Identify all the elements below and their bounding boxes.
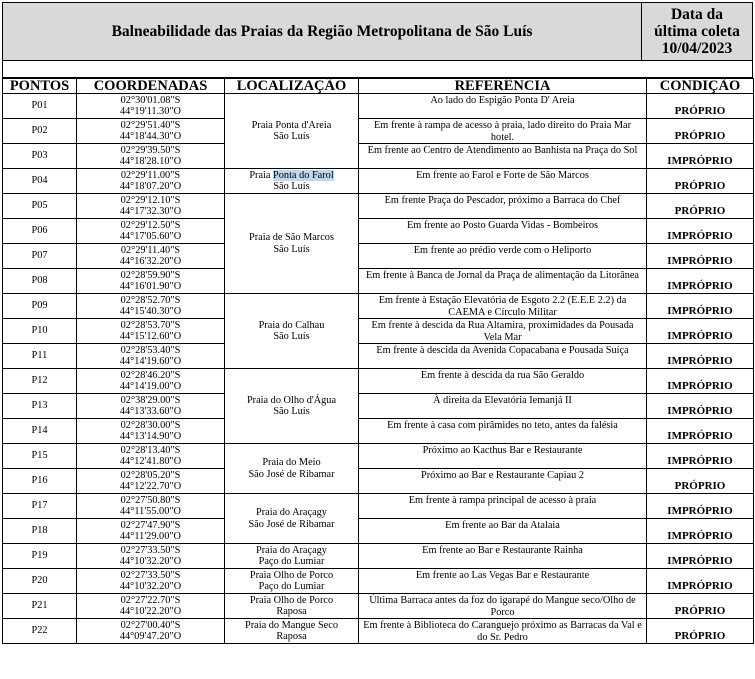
reference: Em frente ao Bar da Atalaia [359, 519, 647, 544]
table-body [3, 94, 754, 644]
longitude: 44°18'28.10"O [119, 156, 182, 167]
point-id: P20 [3, 569, 77, 594]
table-row [3, 169, 754, 194]
date-value: 10/04/2023 [661, 40, 733, 57]
beach-table [2, 78, 754, 644]
reference: Em frente à descida da Rua Altamira, proximidades da Pousada Vela Mar [359, 319, 647, 344]
point-id: P15 [3, 444, 77, 469]
table-row [3, 494, 754, 519]
beach-name-highlighted: Ponta do Farol [273, 169, 334, 181]
municipality: São José de Ribamar [248, 468, 335, 480]
longitude: 44°14'19.60"O [119, 356, 182, 367]
reference: Em frente à descida da Avenida Copacabana e Pousada Suíça [359, 344, 647, 369]
condition-status: IMPRÓPRIO [647, 444, 754, 469]
condition-status: IMPRÓPRIO [647, 394, 754, 419]
point-id: P14 [3, 419, 77, 444]
point-id: P02 [3, 119, 77, 144]
location [225, 544, 359, 569]
condition-status: PRÓPRIO [647, 469, 754, 494]
longitude: 44°13'33.60"O [119, 406, 182, 417]
municipality: Paço do Lumiar [258, 581, 325, 592]
longitude: 44°13'14.90"O [119, 431, 182, 442]
beach-name: Praia de São Marcos [249, 232, 334, 243]
condition-status: PRÓPRIO [647, 194, 754, 219]
latitude: 02°28'46.20"S [120, 369, 181, 381]
condition-status: IMPRÓPRIO [647, 519, 754, 544]
longitude: 44°15'40.30"O [119, 306, 182, 317]
longitude: 44°18'44.30"O [119, 131, 182, 142]
table-row [3, 544, 754, 569]
column-header-row [3, 79, 754, 94]
coordinates [77, 469, 225, 494]
longitude: 44°10'32.20"O [119, 581, 182, 592]
point-id: P05 [3, 194, 77, 219]
beach-name: Praia do Araçagy [256, 507, 327, 518]
condition-status: IMPRÓPRIO [647, 244, 754, 269]
point-id: P22 [3, 619, 77, 644]
table-row [3, 144, 754, 169]
location [225, 169, 359, 194]
longitude: 44°19'11.30"O [120, 106, 181, 117]
latitude: 02°29'39.50"S [120, 144, 181, 156]
last-collection-date [642, 3, 753, 61]
coordinates [77, 369, 225, 394]
table-row [3, 469, 754, 494]
latitude: 02°29'11.40"S [120, 244, 181, 256]
point-id: P09 [3, 294, 77, 319]
municipality: São Luís [273, 131, 310, 142]
point-id: P07 [3, 244, 77, 269]
coordinates [77, 594, 225, 619]
reference: Próximo ao Kacthus Bar e Restaurante [359, 444, 647, 469]
latitude: 02°27'00.40"S [120, 619, 181, 631]
point-id: P13 [3, 394, 77, 419]
location [225, 594, 359, 619]
location [225, 294, 359, 369]
beach-name: Praia do Olho d'Água [246, 394, 337, 406]
latitude: 02°28'59.90"S [120, 269, 181, 281]
reference: Em frente à casa com pirâmides no teto, antes da falésia [359, 419, 647, 444]
spacer-row [2, 61, 753, 78]
table-row [3, 344, 754, 369]
condition-status: IMPRÓPRIO [647, 144, 754, 169]
latitude: 02°27'22.70"S [120, 594, 181, 606]
table-row [3, 394, 754, 419]
table-row [3, 369, 754, 394]
beach-name: Praia do Araçagy [256, 544, 327, 556]
latitude: 02°30'01.08"S [120, 94, 181, 106]
point-id: P11 [3, 344, 77, 369]
table-row [3, 319, 754, 344]
location [225, 94, 359, 169]
location [225, 194, 359, 294]
point-id: P04 [3, 169, 77, 194]
table-row [3, 419, 754, 444]
condition-status: IMPRÓPRIO [647, 344, 754, 369]
reference: Próximo ao Bar e Restaurante Capiau 2 [359, 469, 647, 494]
municipality: Paço do Lumiar [258, 556, 325, 567]
longitude: 44°10'32.20"O [119, 556, 182, 567]
latitude: 02°28'05.20"S [120, 469, 181, 481]
table-row [3, 569, 754, 594]
coordinates [77, 169, 225, 194]
beach-name [225, 170, 358, 182]
municipality: Raposa [276, 606, 307, 617]
beach-name: Praia do Calhau [258, 319, 325, 331]
table-row [3, 519, 754, 544]
point-id: P16 [3, 469, 77, 494]
point-id: P10 [3, 319, 77, 344]
point-id: P17 [3, 494, 77, 519]
latitude: 02°27'33.50"S [120, 544, 181, 556]
municipality: São Luís [273, 406, 310, 417]
point-id: P08 [3, 269, 77, 294]
document-page [2, 2, 753, 644]
longitude: 44°18'07.20"O [119, 181, 182, 192]
table-row [3, 94, 754, 119]
latitude: 02°29'12.50"S [120, 219, 181, 231]
location [225, 619, 359, 644]
table-row [3, 119, 754, 144]
coordinates [77, 319, 225, 344]
date-label-line1: Data da [670, 6, 724, 23]
municipality: Raposa [276, 631, 307, 642]
latitude: 02°29'12.10"S [120, 194, 181, 206]
latitude: 02°28'30.00"S [120, 419, 181, 431]
condition-status: PRÓPRIO [647, 594, 754, 619]
table-row [3, 294, 754, 319]
coordinates [77, 244, 225, 269]
latitude: 02°28'53.70"S [120, 319, 181, 331]
coordinates [77, 144, 225, 169]
longitude: 44°16'01.90"O [119, 281, 182, 292]
longitude: 44°11'55.00"O [120, 506, 181, 517]
coordinates [77, 519, 225, 544]
point-id: P12 [3, 369, 77, 394]
coordinates [77, 544, 225, 569]
latitude: 02°28'52.70"S [120, 294, 181, 306]
header-table [2, 2, 753, 61]
latitude: 02°27'47.90"S [120, 519, 181, 531]
reference: Em frente ao prédio verde com o Heliporto [359, 244, 647, 269]
longitude: 44°17'32.30"O [119, 206, 182, 217]
reference: Em frente Praça do Pescador, próximo a Barraca do Chef [359, 194, 647, 219]
reference: Em frente ao Posto Guarda Vidas - Bombeiros [359, 219, 647, 244]
latitude: 02°28'13.40"S [120, 444, 181, 456]
table-row [3, 444, 754, 469]
location [225, 569, 359, 594]
municipality: São Luís [273, 331, 310, 342]
col-header-condicao: CONDIÇÃO [647, 79, 754, 94]
reference: Em frente à Estação Elevatória de Esgoto 2.2 (E.E.E 2.2) da CAEMA e Círculo Militar [359, 294, 647, 319]
condition-status: IMPRÓPRIO [647, 494, 754, 519]
municipality: São José de Ribamar [248, 518, 335, 530]
longitude: 44°14'19.00"O [119, 381, 182, 392]
latitude: 02°28'53.40"S [120, 344, 181, 356]
coordinates [77, 219, 225, 244]
condition-status: PRÓPRIO [647, 94, 754, 119]
beach-name: Praia do Mangue Seco [245, 619, 338, 631]
location [225, 494, 359, 544]
table-row [3, 244, 754, 269]
coordinates [77, 119, 225, 144]
beach-name: Praia do Meio [262, 457, 321, 468]
reference: Em frente ao Las Vegas Bar e Restaurante [359, 569, 647, 594]
table-row [3, 619, 754, 644]
beach-name: Praia Olho de Porco [249, 569, 334, 581]
coordinates [77, 494, 225, 519]
municipality: São Luís [273, 243, 310, 255]
reference: Em frente à rampa principal de acesso à praia [359, 494, 647, 519]
reference: Em frente ao Bar e Restaurante Rainha [359, 544, 647, 569]
coordinates [77, 94, 225, 119]
longitude: 44°12'41.80"O [119, 456, 182, 467]
col-header-coordenadas: COORDENADAS [77, 79, 225, 94]
latitude: 02°29'51.40"S [120, 119, 181, 131]
table-row [3, 194, 754, 219]
latitude: 02°27'33.50"S [120, 569, 181, 581]
table-row [3, 219, 754, 244]
reference: Em frente ao Farol e Forte de São Marcos [359, 169, 647, 194]
condition-status: IMPRÓPRIO [647, 319, 754, 344]
latitude: 02°27'50.80"S [120, 494, 181, 506]
col-header-pontos: PONTOS [3, 79, 77, 94]
longitude: 44°16'32.20"O [119, 256, 182, 267]
coordinates [77, 444, 225, 469]
coordinates [77, 194, 225, 219]
col-header-localizacao: LOCALIZAÇÃO [225, 79, 359, 94]
condition-status: IMPRÓPRIO [647, 544, 754, 569]
coordinates [77, 269, 225, 294]
longitude: 44°11'29.00"O [120, 531, 181, 542]
beach-name-prefix: Praia [249, 169, 274, 181]
condition-status: IMPRÓPRIO [647, 294, 754, 319]
point-id: P06 [3, 219, 77, 244]
longitude: 44°09'47.20"O [119, 631, 182, 642]
longitude: 44°10'22.20"O [119, 606, 182, 617]
reference: Em frente à descida da rua São Geraldo [359, 369, 647, 394]
longitude: 44°17'05.60"O [119, 231, 182, 242]
reference: Última Barraca antes da foz do igarapé do Mangue seco/Olho de Porco [359, 594, 647, 619]
longitude: 44°12'22.70"O [119, 481, 182, 492]
table-row [3, 269, 754, 294]
condition-status: IMPRÓPRIO [647, 569, 754, 594]
coordinates [77, 394, 225, 419]
coordinates [77, 619, 225, 644]
point-id: P21 [3, 594, 77, 619]
reference: Em frente à rampa de acesso à praia, lado direito do Praia Mar hotel. [359, 119, 647, 144]
location [225, 369, 359, 444]
col-header-referencia: REFERÊNCIA [359, 79, 647, 94]
condition-status: IMPRÓPRIO [647, 419, 754, 444]
condition-status: PRÓPRIO [647, 169, 754, 194]
coordinates [77, 344, 225, 369]
date-label-line2: última coleta [654, 23, 740, 40]
latitude: 02°29'11.00"S [120, 169, 181, 181]
longitude: 44°15'12.60"O [119, 331, 182, 342]
point-id: P03 [3, 144, 77, 169]
coordinates [77, 294, 225, 319]
latitude: 02°38'29.00"S [120, 394, 181, 406]
reference: Ao lado do Espigão Ponta D' Areia [359, 94, 647, 119]
point-id: P01 [3, 94, 77, 119]
reference: Em frente ao Centro de Atendimento ao Banhista na Praça do Sol [359, 144, 647, 169]
reference: Em frente à Banca de Jornal da Praça de alimentação da Litorânea [359, 269, 647, 294]
condition-status: IMPRÓPRIO [647, 369, 754, 394]
beach-name: Praia Olho de Porco [249, 594, 334, 606]
coordinates [77, 419, 225, 444]
document-title: Balneabilidade das Praias da Região Metropolitana de São Luís [3, 3, 642, 61]
table-row [3, 594, 754, 619]
reference: Em frente à Biblioteca do Caranguejo próximo as Barracas da Val e do Sr. Pedro [359, 619, 647, 644]
condition-status: PRÓPRIO [647, 619, 754, 644]
condition-status: PRÓPRIO [647, 119, 754, 144]
condition-status: IMPRÓPRIO [647, 269, 754, 294]
coordinates [77, 569, 225, 594]
beach-name: Praia Ponta d'Areia [251, 119, 332, 131]
point-id: P19 [3, 544, 77, 569]
condition-status: IMPRÓPRIO [647, 219, 754, 244]
reference: À direita da Elevatória Iemanjá II [359, 394, 647, 419]
location [225, 444, 359, 494]
municipality: São Luís [273, 181, 310, 192]
point-id: P18 [3, 519, 77, 544]
